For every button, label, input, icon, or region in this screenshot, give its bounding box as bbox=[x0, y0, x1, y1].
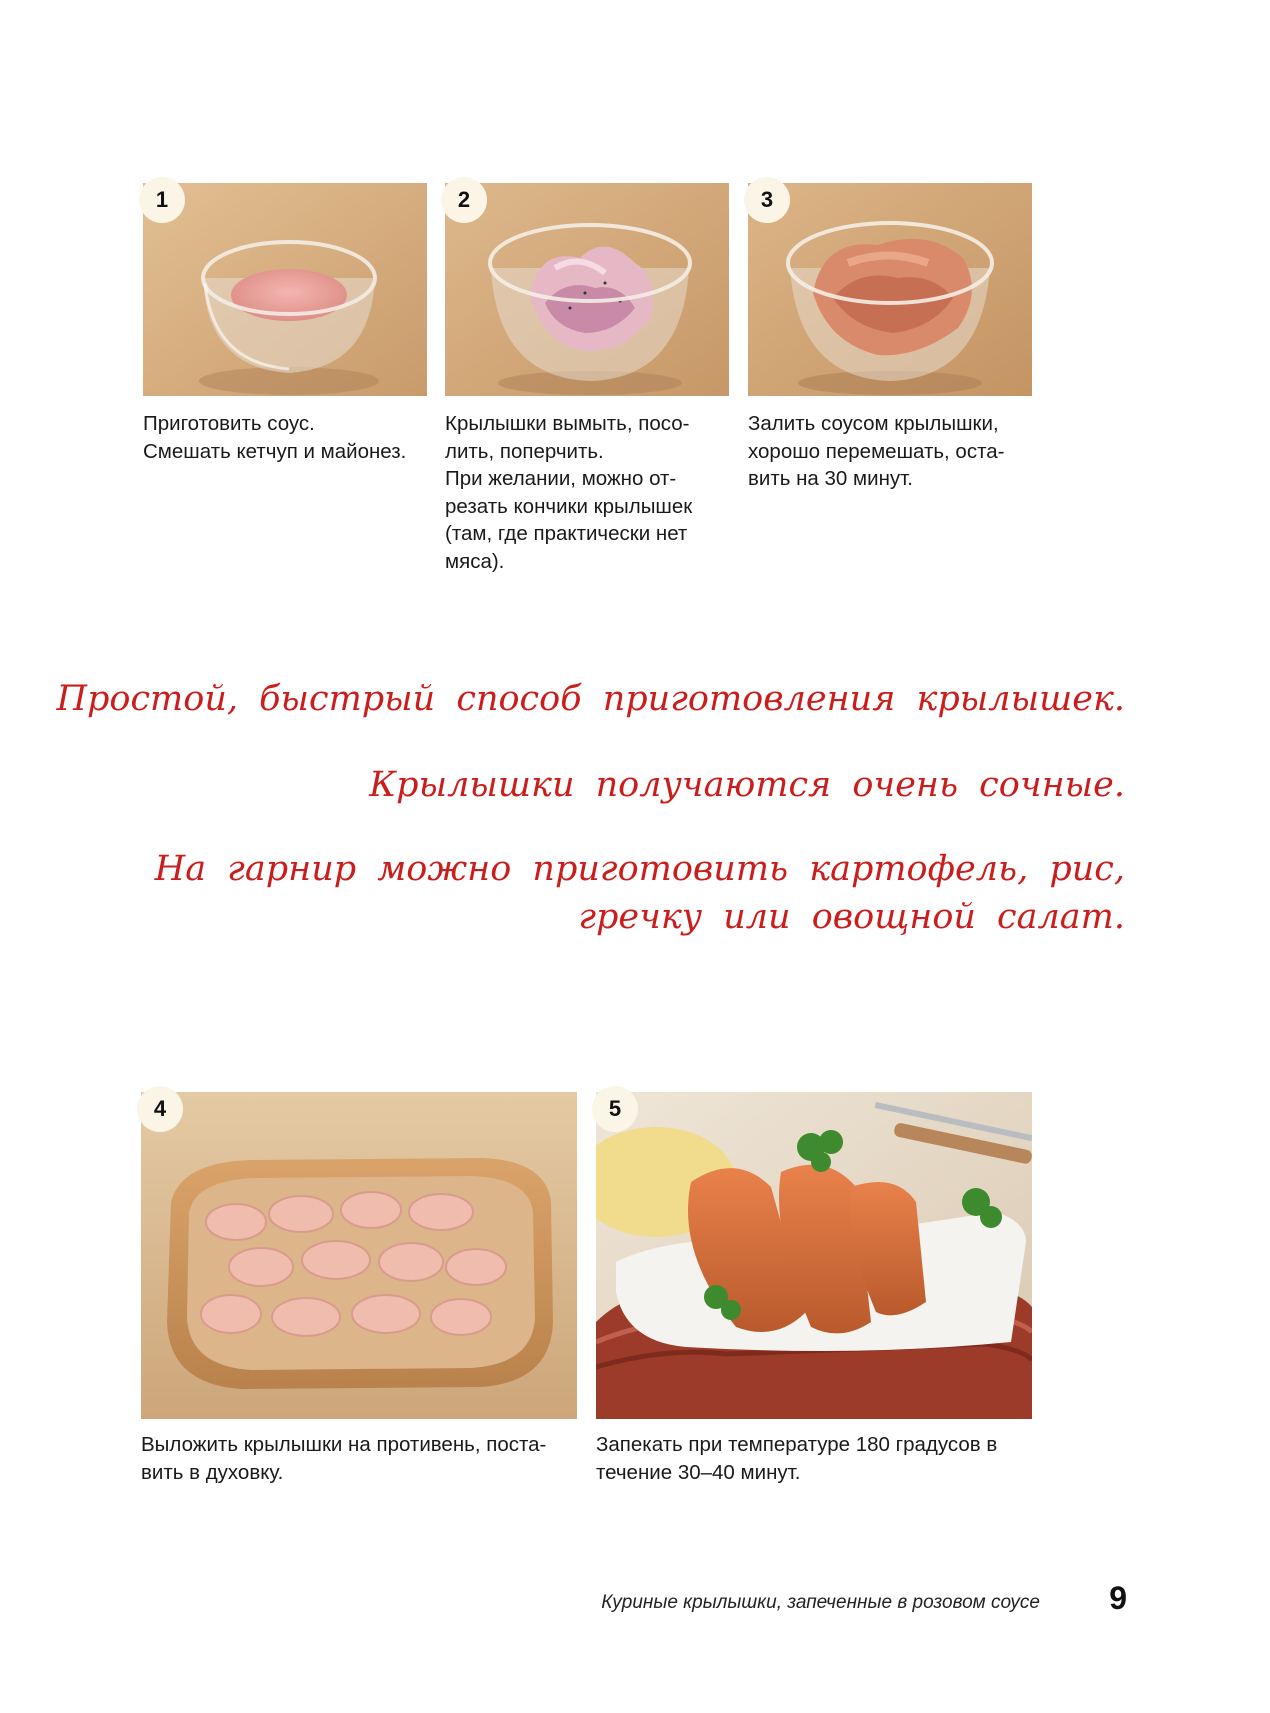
quote-line: На гарнир можно приготовить картофель, рис, bbox=[154, 849, 1125, 889]
step-5-caption-line: течение 30–40 минут. bbox=[596, 1460, 801, 1484]
step-2-caption-line: резать кончики крылышек bbox=[445, 494, 693, 518]
step-2-caption bbox=[445, 410, 692, 575]
step-4-caption-line: Выложить крылышки на противень, поста- bbox=[141, 1433, 547, 1456]
step-3-caption-line: вить на 30 минут. bbox=[748, 467, 913, 490]
step-4-photo bbox=[141, 1092, 577, 1419]
step-4-caption-line: вить в духовку. bbox=[141, 1460, 284, 1484]
quote-line: Простой, быстрый способ приготовления крылышек. bbox=[56, 679, 1125, 719]
step-3-caption-line: Залить соусом крылышки, bbox=[748, 412, 999, 435]
step-3-caption-line: хорошо перемешать, оста- bbox=[748, 439, 1005, 463]
step-2-caption-line: мяса). bbox=[445, 549, 505, 573]
step-4-caption bbox=[141, 1431, 546, 1486]
step-2-photo bbox=[445, 183, 729, 396]
step-5-caption-line: Запекать при температуре 180 градусов в bbox=[596, 1433, 998, 1456]
step-5-photo bbox=[596, 1092, 1032, 1419]
quote-line: гречку или овощной салат. bbox=[578, 897, 1125, 937]
running-footer-title: Куриные крылышки, запеченные в розовом соусе bbox=[601, 1592, 1040, 1613]
quote-line: Крылышки получаются очень сочные. bbox=[369, 765, 1125, 805]
quote-1 bbox=[56, 675, 1125, 723]
step-1-photo bbox=[143, 183, 427, 396]
step-1-caption-line: Приготовить соус. bbox=[143, 412, 315, 435]
step-1-number-badge: 1 bbox=[139, 177, 185, 223]
quote-2 bbox=[369, 761, 1125, 809]
step-3-photo bbox=[748, 183, 1032, 396]
step-3-caption bbox=[748, 410, 1004, 493]
step-2-caption-line: При желании, можно от- bbox=[445, 467, 677, 490]
step-3-number-badge: 3 bbox=[744, 177, 790, 223]
step-1-caption-line: Смешать кетчуп и майонез. bbox=[143, 439, 407, 463]
step-2-caption-line: Крылышки вымыть, посо- bbox=[445, 412, 690, 435]
step-2-number-badge: 2 bbox=[441, 177, 487, 223]
step-5-number-badge: 5 bbox=[592, 1086, 638, 1132]
step-2-caption-line: лить, поперчить. bbox=[445, 439, 604, 463]
quote-3 bbox=[155, 845, 1125, 941]
page-number: 9 bbox=[1109, 1580, 1127, 1616]
step-5-caption bbox=[596, 1431, 997, 1486]
step-2-caption-line: (там, где практически нет bbox=[445, 522, 688, 545]
step-1-caption bbox=[143, 410, 406, 465]
step-4-number-badge: 4 bbox=[137, 1086, 183, 1132]
